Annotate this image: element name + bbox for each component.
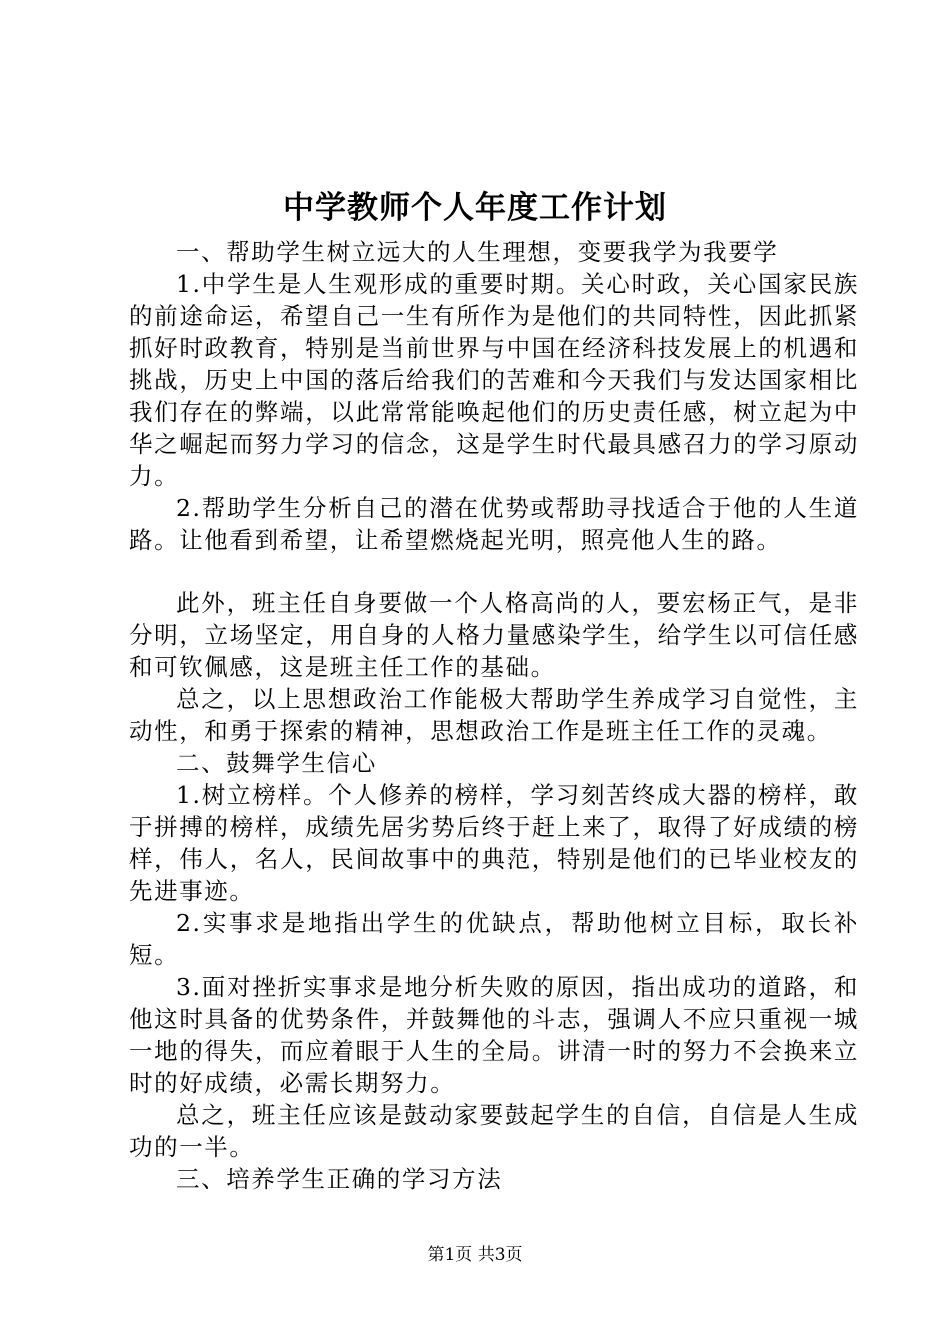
- document-body: [129, 236, 859, 1195]
- page-number-footer: 第1页 共3页: [427, 1245, 523, 1265]
- section-heading-1: 一、帮助学生树立远大的人生理想，变要我学为我要学: [176, 238, 779, 266]
- paragraph-summary-2: 总之，班主任应该是鼓动家要鼓起学生的自信，自信是人生成功的一半。: [129, 1101, 859, 1161]
- paragraph-2-1: 1.树立榜样。个人修养的榜样，学习刻苦终成大器的榜样，敢于拼搏的榜样，成绩先居劣势后终于赶上来了，取得了好成绩的榜样，伟人，名人，民间故事中的典范，特别是他们的已毕业校友的先进事迹。: [129, 781, 859, 905]
- paragraph-2-2: 2.实事求是地指出学生的优缺点，帮助他树立目标，取长补短。: [129, 909, 859, 969]
- section-heading-2: 二、鼓舞学生信心: [176, 749, 377, 777]
- section-heading-3: 三、培养学生正确的学习方法: [176, 1165, 503, 1193]
- paragraph-1-1: 1.中学生是人生观形成的重要时期。关心时政，关心国家民族的前途命运，希望自己一生有所作为是他们的共同特性，因此抓紧抓好时政教育，特别是当前世界与中国在经济科技发展上的机遇和挑战，历史上中国的落后给我们的苦难和今天我们与发达国家相比我们存在的弊端，以此常常能唤起他们的历史责任感，树立起为中华之崛起而努力学习的信念，这是学生时代最具感召力的学习原动力。: [129, 270, 859, 490]
- paragraph-2-3: 3.面对挫折实事求是地分析失败的原因，指出成功的道路，和他这时具备的优势条件，并鼓舞他的斗志，强调人不应只重视一城一地的得失，而应着眼于人生的全局。讲清一时的努力不会换来立时的好成绩，必需长期努力。: [129, 973, 859, 1097]
- document-title: 中学教师个人年度工作计划: [283, 190, 667, 226]
- paragraph-additionally: 此外，班主任自身要做一个人格高尚的人，要宏杨正气，是非分明，立场坚定，用自身的人格力量感染学生，给学生以可信任感和可钦佩感，这是班主任工作的基础。: [129, 589, 859, 681]
- paragraph-summary-1: 总之，以上思想政治工作能极大帮助学生养成学习自觉性，主动性，和勇于探索的精神，思想政治工作是班主任工作的灵魂。: [129, 685, 859, 745]
- paragraph-1-2: 2.帮助学生分析自己的潜在优势或帮助寻找适合于他的人生道路。让他看到希望，让希望燃烧起光明，照亮他人生的路。: [129, 494, 859, 554]
